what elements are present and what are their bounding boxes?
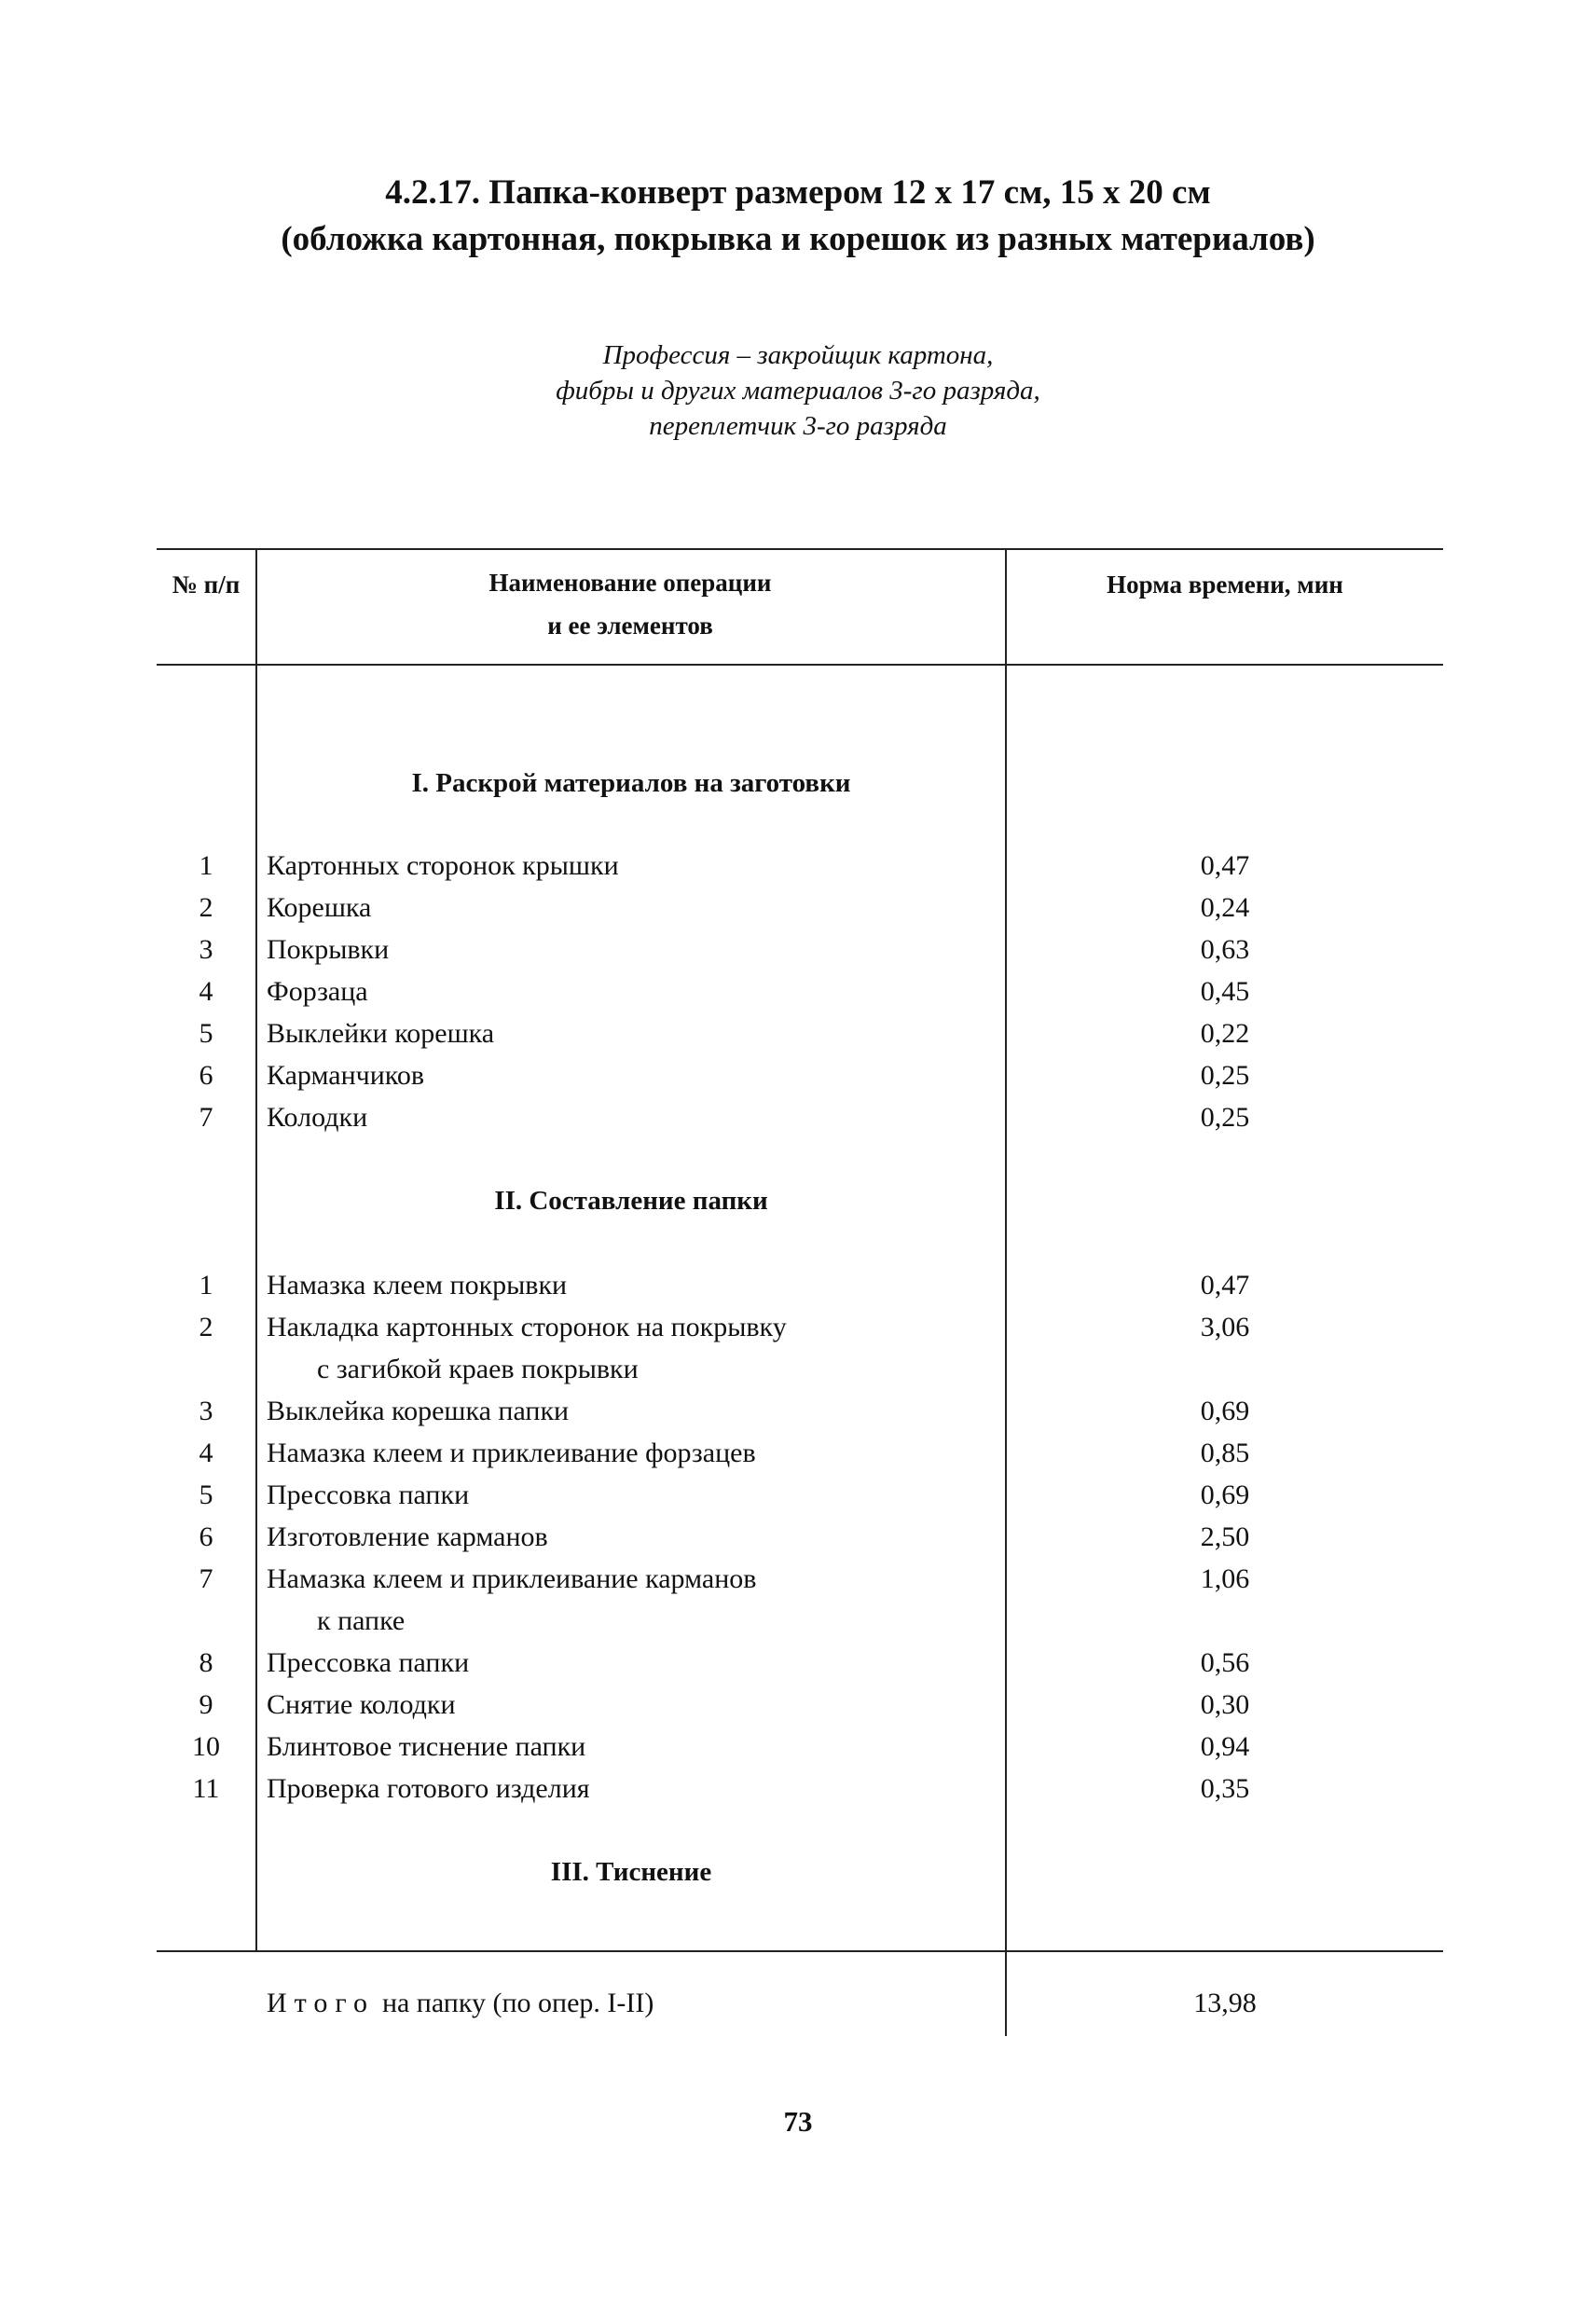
total-label-spaced: Итого [267,1988,375,2018]
row-value: 0,35 [1200,1773,1250,1804]
row-value: 0,69 [1200,1396,1250,1426]
row-name: Картонных сторонок крышки [267,850,619,881]
total-value: 13,98 [1193,1988,1257,2018]
table-top-rule [157,548,1443,550]
row-name: Карманчиков [267,1060,424,1091]
row-number: 7 [199,1102,213,1133]
row-name: Форзаца [267,976,368,1007]
row-value: 2,50 [1200,1521,1250,1552]
row-value: 0,25 [1200,1102,1250,1133]
section-title: II. Составление папки [494,1186,768,1216]
row-name: Колодки [267,1102,368,1133]
row-value: 0,22 [1200,1018,1250,1049]
row-name [267,1558,1003,1642]
row-name: Проверка готового изделия [267,1773,590,1804]
row-number: 1 [199,850,213,881]
table-bottom-rule [157,1950,1443,1952]
row-name: Намазка клеем и приклеивание форзацев [267,1438,756,1468]
row-number: 4 [199,1438,213,1468]
row-number: 9 [199,1689,213,1720]
section-title: I. Раскрой материалов на заготовки [411,768,851,798]
row-number: 1 [199,1270,213,1300]
row-name-continuation: с загибкой краев покрывки [317,1354,639,1384]
row-number: 3 [199,1396,213,1426]
row-name: Прессовка папки [267,1479,470,1510]
row-number: 5 [199,1479,213,1510]
row-number: 8 [199,1647,213,1678]
row-name: Покрывки [267,934,390,965]
row-number: 2 [199,892,213,923]
total-label-rest: на папку (по опер. I-II) [381,1988,654,2018]
row-value: 1,06 [1200,1563,1250,1594]
row-name: Прессовка папки [267,1647,470,1678]
header-name-line-2: и ее элементов [547,612,713,640]
row-name: Блинтовое тиснение папки [267,1731,586,1762]
profession-line-1: Профессия – закройщик картона, [602,340,994,370]
header-name [255,561,1005,647]
row-value: 0,30 [1200,1689,1250,1720]
row-value: 0,24 [1200,892,1250,923]
row-number: 10 [192,1731,220,1762]
row-number: 6 [199,1060,213,1091]
profession-line-2: фибры и других материалов 3-го разряда, [556,376,1040,406]
row-value: 0,47 [1200,850,1250,881]
row-name-line-1: Намазка клеем и приклеивание карманов [267,1563,757,1594]
header-bottom-rule [157,664,1443,666]
row-value: 3,06 [1200,1312,1250,1342]
row-value: 0,56 [1200,1647,1250,1678]
norms-table [157,548,1443,2036]
row-name: Корешка [267,892,372,923]
header-name-line-1: Наименование операции [488,569,772,597]
row-number: 6 [199,1521,213,1552]
header-norm: Норма времени, мин [1107,571,1343,599]
row-number: 3 [199,934,213,965]
document-title [0,170,1596,263]
row-name: Выклейки корешка [267,1018,495,1049]
row-name-continuation: к папке [317,1605,406,1636]
row-name: Снятие колодки [267,1689,456,1720]
column-divider-1 [255,548,257,1950]
row-value: 0,69 [1200,1479,1250,1510]
row-number: 11 [192,1773,220,1804]
row-value: 0,85 [1200,1438,1250,1468]
row-number: 7 [199,1563,213,1594]
row-name-line-1: Накладка картонных сторонок на покрывку [267,1312,787,1342]
title-line-1: 4.2.17. Папка-конверт размером 12 х 17 см, 15 х 20 см [385,173,1211,212]
row-name [267,1306,1003,1390]
row-number: 2 [199,1312,213,1342]
row-number: 4 [199,976,213,1007]
section-title: III. Тиснение [550,1857,712,1887]
total-label [267,1982,654,2024]
row-name: Изготовление карманов [267,1521,548,1552]
row-value: 0,63 [1200,934,1250,965]
row-number: 5 [199,1018,213,1049]
row-value: 0,94 [1200,1731,1250,1762]
header-num: № п/п [172,571,241,599]
profession-block [0,337,1596,444]
row-value: 0,25 [1200,1060,1250,1091]
row-value: 0,47 [1200,1270,1250,1300]
title-line-2: (обложка картонная, покрывка и корешок из разных материалов) [281,220,1315,258]
row-value: 0,45 [1200,976,1250,1007]
profession-line-3: переплетчик 3-го разряда [649,411,947,441]
row-name: Выклейка корешка папки [267,1396,570,1426]
row-name: Намазка клеем покрывки [267,1270,568,1300]
page-number: 73 [783,2105,813,2138]
